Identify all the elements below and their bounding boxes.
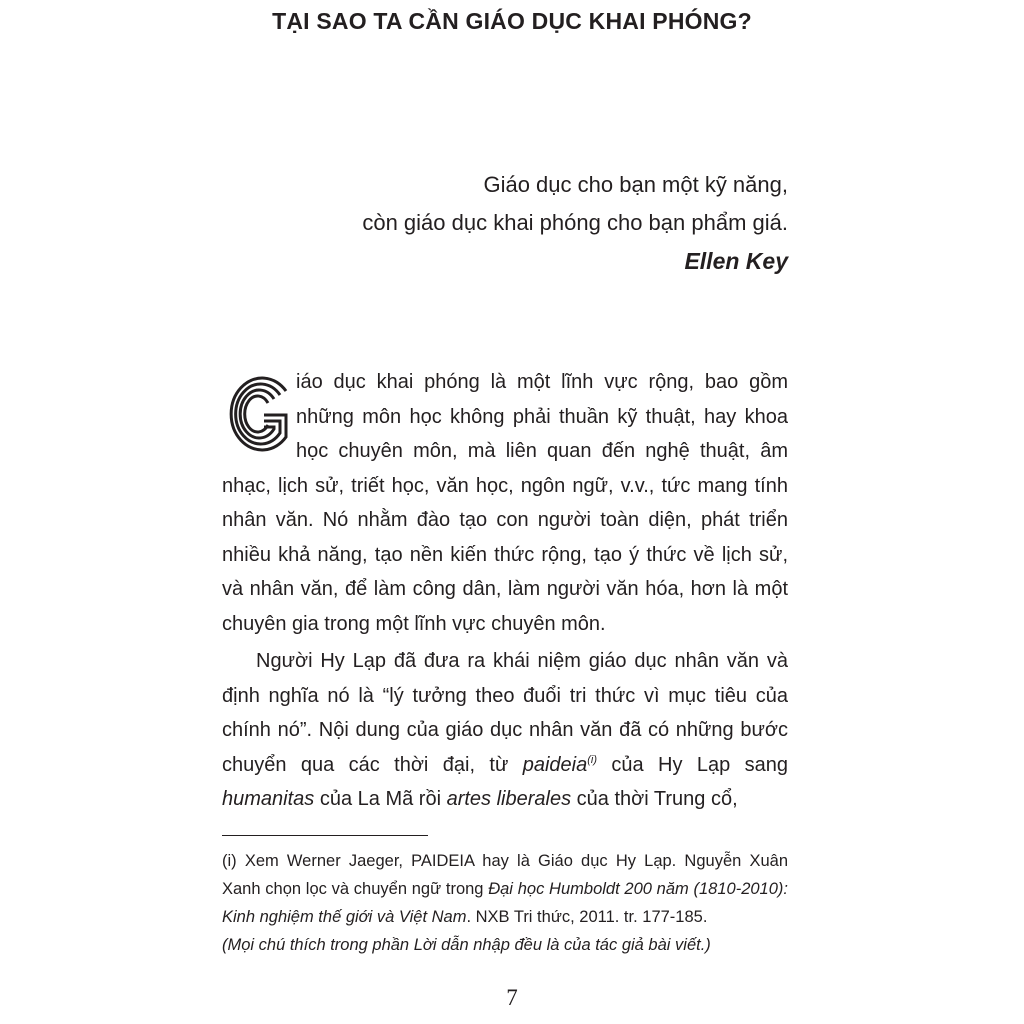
footnote-note: (Mọi chú thích trong phần Lời dẫn nhập đều là của tác giả bài viết.) xyxy=(222,936,711,954)
dropcap-letter xyxy=(222,373,292,455)
paragraph-1-text: iáo dục khai phóng là một lĩnh vực rộng, bao gồm những môn học không phải thuần kỹ thuật, hay khoa học chuyên môn, mà liên quan đến nghệ thuật, âm nhạc, lịch sử, triết học, văn học, ngôn ngữ, v.v., tức mang tính nhân văn. Nó nhằm đào tạo con người toàn diện, phát triển nhiều khả năng, tạo nền kiến thức rộng, tạo ý thức về lịch sử, và nhân văn, để làm công dân, làm người văn hóa, hơn là một chuyên gia trong một lĩnh vực chuyên môn. xyxy=(222,371,788,635)
epigraph xyxy=(362,166,788,280)
footnote-divider xyxy=(222,835,428,836)
paragraph-2: Người Hy Lạp đã đưa ra khái niệm giáo dục nhân văn và định nghĩa nó là “lý tưởng theo đuổi tri thức vì mục tiêu của chính nó”. Nội dung của giáo dục nhân văn đã có những bước chuyển qua các thời đại, từ paideia$^{(i)}$ của Hy Lạp sang humanitas của La Mã rồi artes liberales của thời Trung cổ, xyxy=(222,650,788,810)
paragraph-1 xyxy=(222,365,788,641)
epigraph-author: Ellen Key xyxy=(684,248,788,274)
term-humanitas: humanitas xyxy=(222,788,315,810)
term-artes-liberales: artes liberales xyxy=(446,788,572,810)
running-title: TẠI SAO TA CẦN GIÁO DỤC KHAI PHÓNG? xyxy=(272,8,752,34)
term-paideia: paideia xyxy=(522,753,588,776)
footnote-book-title: Đại học Humboldt 200 năm (1810-2010): Kinh nghiệm thế giới và Việt Nam xyxy=(222,880,788,926)
epigraph-line-1: Giáo dục cho bạn một kỹ năng, xyxy=(483,172,788,197)
footnote: (i) Xem Werner Jaeger, PAIDEIA hay là Giáo dục Hy Lạp. Nguyễn Xuân Xanh chọn lọc và chuyển ngữ trong Đại học Humboldt 200 năm (1810-2010): Kinh nghiệm thế giới và Việt Nam. NXB Tri thức, 2011. tr. 177-185. (Mọi chú thích trong phần Lời dẫn nhập đều là của tác giả bài viết.) xyxy=(222,852,788,954)
page-number: 7 xyxy=(506,985,518,1010)
svg-text:G: G xyxy=(222,373,223,374)
epigraph-line-2: còn giáo dục khai phóng cho bạn phẩm giá. xyxy=(362,210,788,235)
body-text xyxy=(222,365,788,817)
footnote-marker[interactable]: (i) xyxy=(587,753,598,766)
